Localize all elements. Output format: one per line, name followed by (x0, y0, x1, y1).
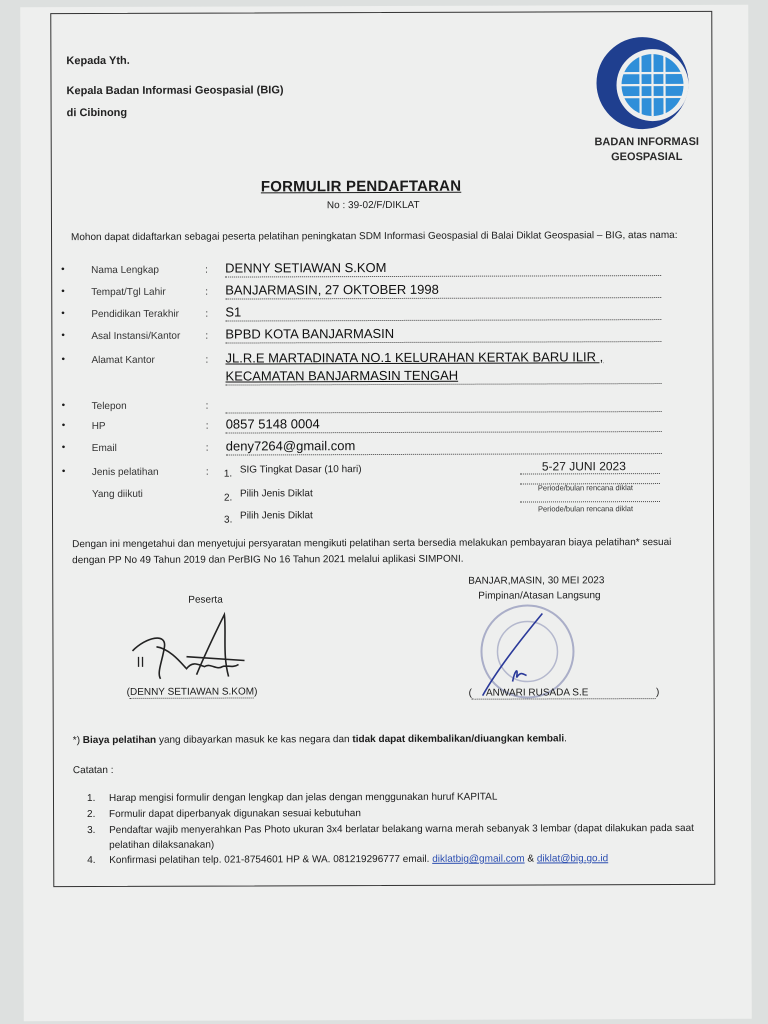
field-label: Nama Lengkap (91, 264, 159, 277)
document-paper: Kepada Yth. Kepala Badan Informasi Geospasial (BIG) di Cibinong BADAN INFORMASI GEOSPASIAL FORMULIR PENDAFTARAN No : 39-02/F/DIKLAT Mohon dapat didaftarkan sebagai peserta pelatihan peningkatan SDM Informasi Geospasial di Balai Diklat Geospasial – BIG, atas nama: • Nama Lengkap : DENNY SETIAWAN S.KOM • Tempat/Tgl Lahir : BANJARMASIN, 27 OKTOBER 1998 • Pendidikan Terakhir : S1 • Asal Instansi/Kantor : BPBD KOTA BANJARMASIN • Alamat Kantor : JL.R.E MARTADINATA NO.1 KELURAHAN KERTAK BARU ILIR , KECAMATAN BANJARMASIN TENGAH • Telepon : • HP : 0857 5148 0004 • Email : deny7264@gmail.com • Jenis pelatihan Yang diikuti : 1. SIG Tingkat Dasar (10 hari) 5-27 JUNI 2023 2. Pilih Jenis Diklat Periode/bulan rencana diklat 3. Pilih Jenis Diklat Periode/bulan rencana diklat Dengan ini mengetahui dan menyetujui persyaratan mengikuti pelatihan serta bersedia melakukan pembayaran biaya pelatihan* sesuai dengan PP No 49 Tahun 2019 dan PerBIG No 16 Tahun 2021 melalui aplikasi SIMPONI. BANJAR,MASIN, 30 MEI 2023 Peserta Pimpinan/Atasan Langsung (DENNY SETIAWAN S.KOM) ( ANWARI RUSADA S.E ) *) Biaya pelatihan yang dibayarkan masuk ke kas negara dan tidak dapat dikembalikan/diuangkan kembali. Catatan : 1. Harap mengisi formulir dengan lengkap dan jelas dengan menggunakan huruf KAPITAL 2. Formulir dapat diperbanyak digunakan sesuai kebutuhan 3. Pendaftar wajib menyerahkan Pas Photo ukuran 3x4 berlatar belakang warna merah sebanyak 3 lembar (dapat dilakukan pada saat pelatihan dilaksanakan) 4. Konfirmasi pelatihan telp. 021-8754601 HP & WA. 081219296777 email. diklatbig@gmail.com & diklat@big.go.id (20, 5, 752, 1022)
footnote-bold-2: tidak dapat dikembalikan/diuangkan kembali (352, 733, 565, 746)
training-period-3: Periode/bulan rencana diklat (537, 504, 634, 514)
field-label: Alamat Kantor (91, 354, 155, 367)
field-row-alamat: • Alamat Kantor : JL.R.E MARTADINATA NO.1 KELURAHAN KERTAK BARU ILIR , KECAMATAN BANJARMASIN TENGAH (61, 349, 691, 391)
signer-right-role: Pimpinan/Atasan Langsung (478, 590, 601, 602)
intro-paragraph: Mohon dapat didaftarkan sebagai peserta pelatihan peningkatan SDM Informasi Geospasial di Balai Diklat Geospasial – BIG, atas nama: (71, 229, 678, 244)
field-value[interactable]: BANJARMASIN, 27 OKTOBER 1998 (225, 281, 439, 298)
form-title: FORMULIR PENDAFTARAN (260, 177, 462, 196)
agreement-paragraph: Dengan ini mengetahui dan menyetujui persyaratan mengikuti pelatihan serta bersedia melakukan pembayaran biaya pelatihan* sesuai dengan PP No 49 Tahun 2019 dan PerBIG No 16 Tahun 2021 melalui aplikasi SIMPONI. (72, 537, 672, 567)
field-label: Email (91, 442, 117, 455)
email-link-diklatbig[interactable]: diklatbig@gmail.com (432, 853, 525, 865)
notes-heading: Catatan : (72, 764, 114, 777)
field-value[interactable]: JL.R.E MARTADINATA NO.1 KELURAHAN KERTAK BARU ILIR , (225, 349, 604, 366)
signer-right-name-wrap: ( ANWARI RUSADA S.E ) (468, 687, 660, 699)
training-section: • Jenis pelatihan Yang diikuti : 1. SIG Tingkat Dasar (10 hari) 5-27 JUNI 2023 2. Pilih Jenis Diklat Periode/bulan rencana diklat 3. Pilih Jenis Diklat Periode/bulan rencana diklat (62, 461, 702, 533)
signer-left-name: DENNY SETIAWAN S.KOM (129, 686, 255, 698)
field-label: Pendidikan Terakhir (91, 308, 179, 321)
signer-right-name: ANWARI RUSADA S.E (472, 687, 656, 700)
field-row-hp: • HP : 0857 5148 0004 (62, 415, 692, 437)
training-item-2[interactable]: Pilih Jenis Diklat (239, 488, 313, 500)
field-row-ttl: • Tempat/Tgl Lahir : BANJARMASIN, 27 OKTOBER 1998 (61, 281, 691, 303)
signer-left-role: Peserta (188, 594, 223, 606)
training-period-2: Periode/bulan rencana diklat (537, 483, 634, 493)
training-label-1: Jenis pelatihan (91, 466, 159, 479)
note-item: Formulir dapat diperbanyak digunakan sesuai kebutuhan (109, 808, 361, 820)
field-label: Telepon (91, 400, 127, 413)
footnote-bold-1: Biaya pelatihan (82, 734, 157, 747)
address-line-3: di Cibinong (66, 106, 128, 120)
field-value[interactable]: 0857 5148 0004 (225, 416, 320, 432)
field-value[interactable]: S1 (225, 304, 242, 320)
field-row-instansi: • Asal Instansi/Kantor : BPBD KOTA BANJARMASIN (61, 325, 691, 347)
field-row-telepon: • Telepon : (62, 395, 692, 417)
training-num-3: 3. (224, 514, 233, 526)
field-value[interactable]: DENNY SETIAWAN S.KOM (225, 259, 387, 276)
email-link-big[interactable]: diklat@big.go.id (536, 853, 609, 865)
field-row-pendidikan: • Pendidikan Terakhir : S1 (61, 303, 691, 325)
field-label: Asal Instansi/Kantor (91, 330, 181, 343)
field-row-email: • Email : deny7264@gmail.com (62, 437, 692, 459)
form-number: No : 39-02/F/DIKLAT (326, 199, 420, 212)
field-value-line-2[interactable]: KECAMATAN BANJARMASIN TENGAH (225, 367, 459, 384)
training-num-1: 1. (223, 468, 233, 480)
note-item: Harap mengisi formulir dengan lengkap dan jelas dengan menggunakan huruf KAPITAL (108, 791, 498, 804)
form-border (50, 11, 715, 887)
address-line-2: Kepala Badan Informasi Geospasial (BIG) (66, 84, 284, 98)
field-value[interactable]: BPBD KOTA BANJARMASIN (225, 325, 395, 342)
training-period-1[interactable]: 5-27 JUNI 2023 (541, 459, 626, 474)
field-label: Tempat/Tgl Lahir (91, 286, 166, 299)
field-value[interactable]: deny7264@gmail.com (225, 438, 356, 454)
training-num-2: 2. (223, 492, 233, 504)
footnote: *) Biaya pelatihan yang dibayarkan masuk ke kas negara dan tidak dapat dikembalikan/diuangkan kembali. (72, 733, 567, 747)
address-line-1: Kepada Yth. (66, 54, 130, 68)
note-item-4: Konfirmasi pelatihan telp. 021-8754601 HP & WA. 081219296777 email. diklatbig@gmail.com & diklat@big.go.id (109, 853, 609, 866)
note-item: Pendaftar wajib menyerahkan Pas Photo ukuran 3x4 berlatar belakang warna merah sebanyak 3 lembar (dapat dilakukan pada saat pelatihan dilaksanakan) (109, 822, 694, 851)
logo-caption-line-2: GEOSPASIAL (611, 150, 683, 164)
training-label-2: Yang diikuti (91, 488, 143, 501)
logo-caption-line-1: BADAN INFORMASI (594, 135, 699, 149)
place-date: BANJAR,MASIN, 30 MEI 2023 (468, 575, 605, 587)
field-row-nama: • Nama Lengkap : DENNY SETIAWAN S.KOM (61, 259, 691, 281)
training-item-1[interactable]: SIG Tingkat Dasar (10 hari) (239, 464, 362, 476)
training-item-3[interactable]: Pilih Jenis Diklat (239, 510, 313, 522)
signer-left-name-wrap: (DENNY SETIAWAN S.KOM) (126, 686, 258, 698)
field-label: HP (91, 420, 106, 433)
